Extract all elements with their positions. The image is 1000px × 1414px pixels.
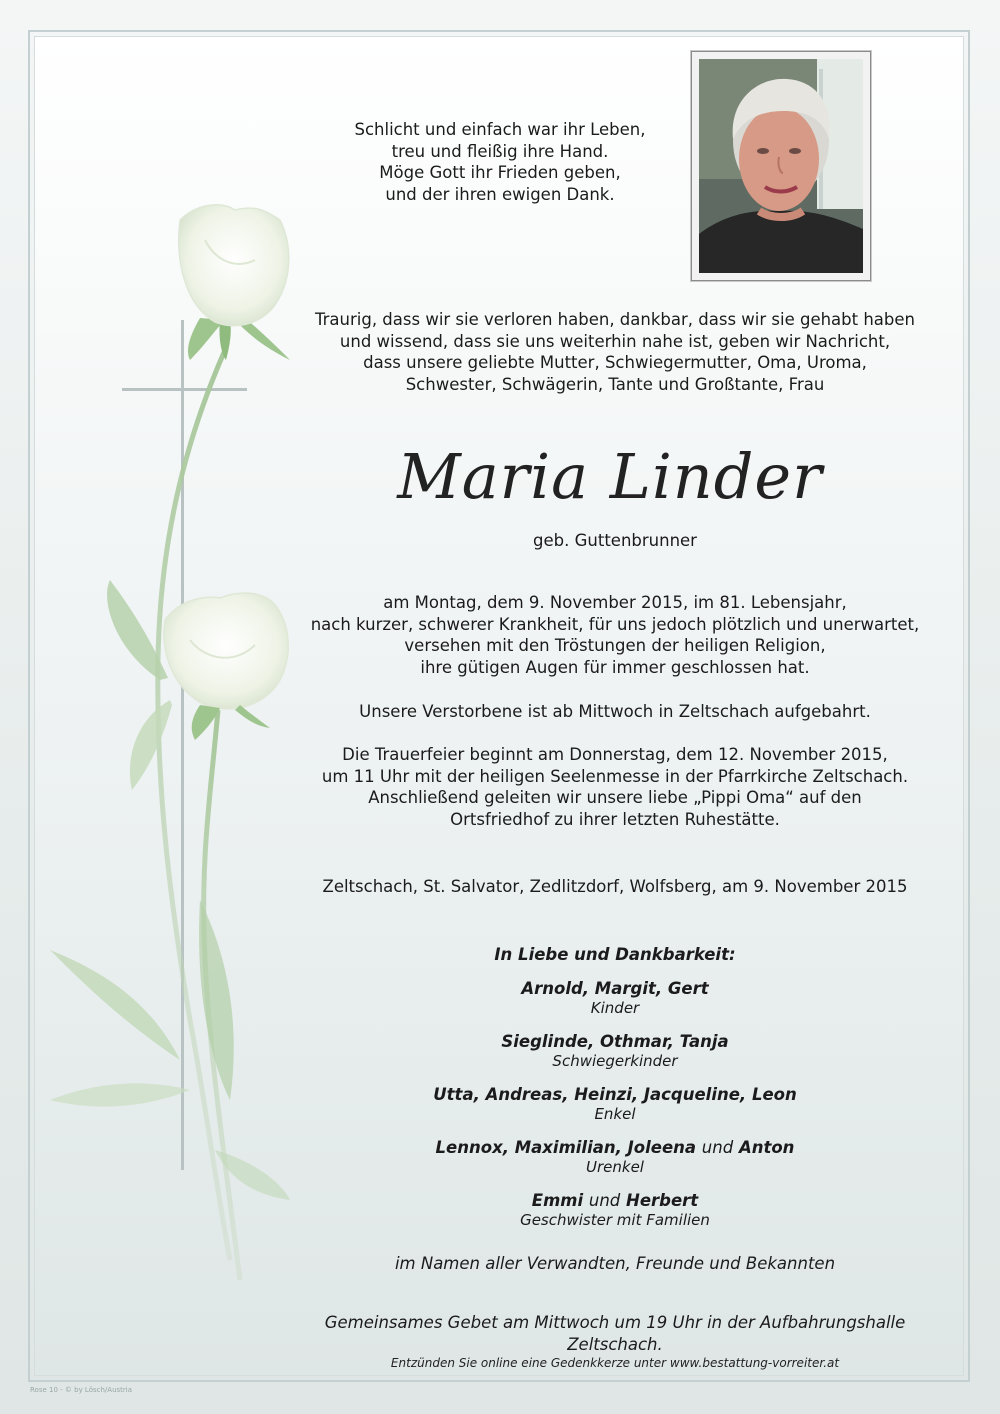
wake-notice: Unsere Verstorbene ist ab Mittwoch in Zeltschach aufgebahrt. [359, 702, 871, 721]
prayer-notice: Gemeinsames Gebet am Mittwoch um 19 Uhr in der Aufbahrungshalle Zeltschach. [324, 1313, 906, 1354]
family-names: Utta, Andreas, Heinzi, Jacqueline, Leon [433, 1085, 797, 1104]
love-heading: In Liebe und Dankbarkeit: [494, 945, 736, 964]
intro-line: und wissend, dass sie uns weiterhin nahe ist, geben wir Nachricht, [339, 331, 891, 351]
intro-line: Schwester, Schwägerin, Tante und Großtante, Frau [405, 374, 825, 394]
family-group [390, 1137, 840, 1177]
death-line: versehen mit den Tröstungen der heiligen Religion, [404, 636, 826, 655]
family-group [390, 1031, 840, 1071]
intro-line: dass unsere geliebte Mutter, Schwiegermutter, Oma, Uroma, [363, 353, 867, 372]
family-group [390, 1190, 840, 1230]
family-names: Arnold, Margit, Gert [521, 979, 709, 998]
funeral-line: Ortsfriedhof zu ihrer letzten Ruhestätte. [450, 809, 780, 829]
funeral-line: um 11 Uhr mit der heiligen Seelenmesse in der Pfarrkirche Zeltschach. [321, 766, 909, 786]
family-relation: Geschwister mit Familien [520, 1211, 710, 1229]
death-line: am Montag, dem 9. November 2015, im 81. Lebensjahr, [383, 593, 847, 612]
family-relation: Urenkel [586, 1158, 644, 1176]
leaf [50, 950, 180, 1060]
family-relation: Schwiegerkinder [552, 1052, 678, 1070]
intro-line: Traurig, dass wir sie verloren haben, dankbar, dass wir sie gehabt haben [314, 310, 916, 329]
cross-vertical [181, 320, 184, 1170]
funeral-line: Die Trauerfeier beginnt am Donnerstag, dem 12. November 2015, [342, 745, 888, 764]
poem [330, 119, 670, 205]
place-and-date: Zeltschach, St. Salvator, Zedlitzdorf, Wolfsberg, am 9. November 2015 [322, 877, 908, 896]
poem-line: treu und fleißig ihre Hand. [391, 141, 609, 161]
death-line: ihre gütigen Augen für immer geschlossen hat. [420, 657, 810, 677]
funeral-notice [290, 744, 940, 830]
names-part: Anton [738, 1138, 795, 1157]
poem-line: Schlicht und einfach war ihr Leben, [354, 120, 646, 139]
family-names [390, 1190, 840, 1211]
portrait-photo [699, 59, 863, 273]
sepal [235, 705, 270, 728]
family-group [390, 978, 840, 1018]
intro-text [290, 309, 940, 395]
upper-rose [179, 205, 289, 326]
connector: und [588, 1191, 621, 1210]
poem-line: Möge Gott ihr Frieden geben, [379, 163, 621, 182]
deceased-name: Maria Linder [397, 440, 823, 513]
cross-horizontal [122, 388, 247, 391]
names-part: Lennox, Maximilian, Joleena [435, 1138, 697, 1157]
names-part: Emmi [531, 1191, 584, 1210]
funeral-line: Anschließend geleiten wir unsere liebe „Pippi Oma“ auf den [368, 788, 862, 807]
death-line: nach kurzer, schwerer Krankheit, für uns jedoch plötzlich und unerwartet, [310, 614, 920, 634]
leaf [50, 1083, 190, 1106]
connector: und [701, 1138, 734, 1157]
family-group [390, 1084, 840, 1124]
poem-line: und der ihren ewigen Dank. [385, 184, 615, 204]
online-candle-note: Entzünden Sie online eine Gedenkkerze unter www.bestattung-vorreiter.at [390, 1356, 840, 1370]
family-relation: Enkel [594, 1105, 636, 1123]
death-notice [290, 592, 940, 678]
portrait-photo-frame [691, 51, 871, 281]
on-behalf-line: im Namen aller Verwandten, Freunde und Bekannten [394, 1254, 836, 1273]
image-credit: Rose 10 - © by Lösch/Austria [30, 1386, 133, 1394]
rose-decoration [40, 200, 320, 1320]
family-names [390, 1137, 840, 1158]
family-names: Sieglinde, Othmar, Tanja [501, 1032, 729, 1051]
names-part: Herbert [626, 1191, 699, 1210]
leaf [130, 700, 172, 790]
family-relation: Kinder [590, 999, 640, 1017]
maiden-name: geb. Guttenbrunner [533, 531, 697, 550]
